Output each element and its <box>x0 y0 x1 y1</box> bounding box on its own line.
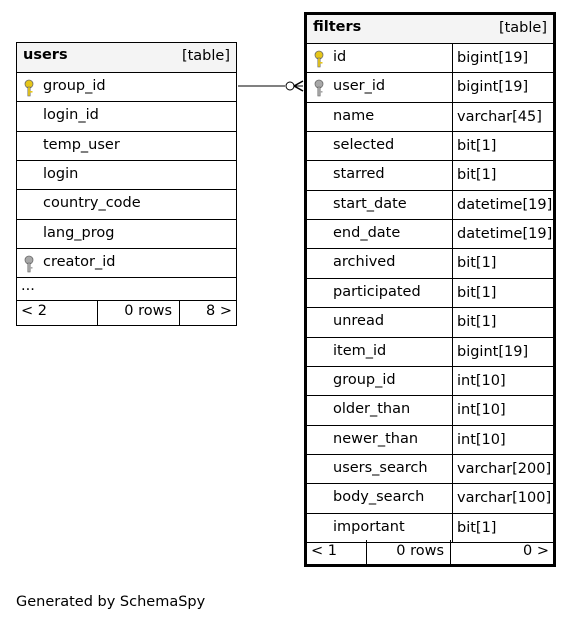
users-column-name[interactable]: country_code <box>43 195 141 212</box>
filters-column-name[interactable]: newer_than <box>333 430 419 447</box>
filters-table-name[interactable]: filters <box>313 19 362 35</box>
filters-row-count: 0 rows <box>396 543 444 559</box>
filters-column-name[interactable]: users_search <box>333 459 428 476</box>
filters-column-type: datetime[19] <box>452 220 553 248</box>
filters-column-name[interactable]: id <box>333 49 347 65</box>
users-table-type: [table] <box>181 48 230 64</box>
filters-column-type: varchar[200] <box>452 455 553 483</box>
filters-column-type: bit[1] <box>452 249 553 277</box>
users-column-name[interactable]: temp_user <box>43 136 120 153</box>
users-children-link[interactable]: 8 > <box>206 303 232 319</box>
filters-column-type: bigint[19] <box>452 44 553 72</box>
filters-column-type: bit[1] <box>452 279 553 307</box>
filters-children-link[interactable]: 0 > <box>523 543 549 559</box>
filters-column-name[interactable]: older_than <box>333 401 411 418</box>
filters-column-type: int[10] <box>452 426 553 454</box>
generated-by-credit: Generated by SchemaSpy <box>16 594 206 610</box>
filters-column-type: bit[1] <box>452 308 553 336</box>
users-table-name[interactable]: users <box>23 47 68 63</box>
filters-column-type: bigint[19] <box>452 338 553 366</box>
filters-parents-link[interactable]: < 1 <box>311 543 337 559</box>
users-more-columns-text: ... <box>21 278 35 294</box>
filters-column-name[interactable]: group_id <box>333 371 396 388</box>
filters-column-name[interactable]: end_date <box>333 225 401 242</box>
filters-column-type: bigint[19] <box>452 73 553 101</box>
filters-column-name[interactable]: important <box>333 518 405 535</box>
filters-column-name[interactable]: selected <box>333 137 395 154</box>
users-column-name[interactable]: group_id <box>43 78 106 94</box>
filters-column-type: varchar[45] <box>452 103 553 131</box>
filters-column-name[interactable]: starred <box>333 166 385 183</box>
users-column-name[interactable]: login_id <box>43 107 99 124</box>
filters-column-name[interactable]: user_id <box>333 78 386 95</box>
users-column-name[interactable]: creator_id <box>43 254 116 271</box>
filters-column-type: int[10] <box>452 367 553 395</box>
filters-column-type: bit[1] <box>452 514 553 542</box>
filters-column-name[interactable]: participated <box>333 283 421 300</box>
zero-optional-marker <box>286 82 294 90</box>
filters-column-name[interactable]: body_search <box>333 489 425 506</box>
users-column-name[interactable]: lang_prog <box>43 224 115 241</box>
filters-column-name[interactable]: item_id <box>333 342 387 359</box>
filters-column-name[interactable]: name <box>333 107 375 124</box>
filters-column-type: varchar[100] <box>452 484 553 512</box>
filters-column-type: datetime[19] <box>452 191 553 219</box>
users-row-count: 0 rows <box>124 303 172 319</box>
filters-table-type: [table] <box>498 20 547 36</box>
filters-column-type: bit[1] <box>452 161 553 189</box>
crowfoot-many-marker <box>294 81 303 86</box>
users-parents-link[interactable]: < 2 <box>21 303 47 319</box>
filters-column-name[interactable]: start_date <box>333 195 407 212</box>
filters-column-type: int[10] <box>452 396 553 424</box>
filters-column-name[interactable]: unread <box>333 313 385 330</box>
users-column-name[interactable]: login <box>43 166 79 183</box>
filters-column-type: bit[1] <box>452 132 553 160</box>
filters-column-name[interactable]: archived <box>333 254 396 271</box>
